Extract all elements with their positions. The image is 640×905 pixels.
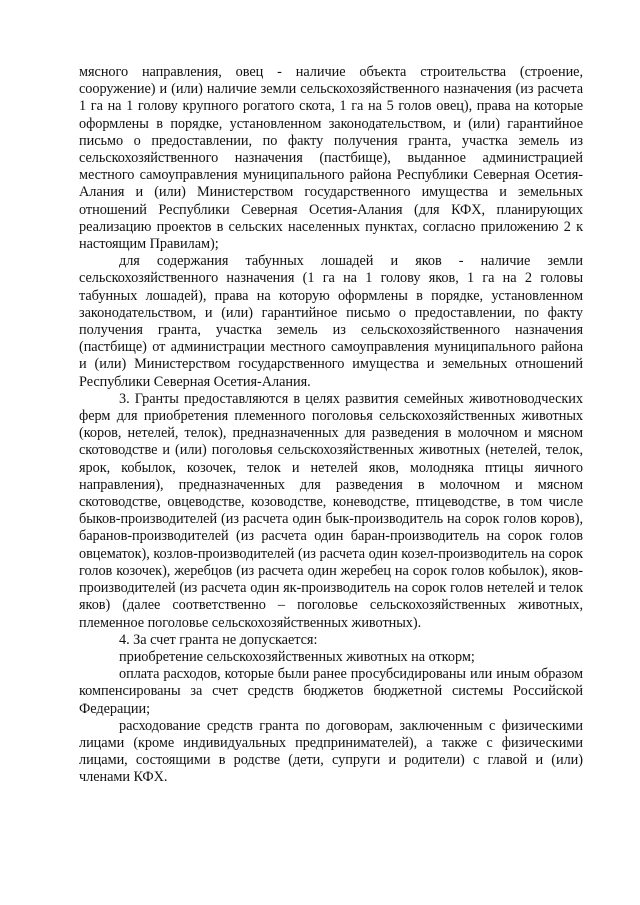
document-body <box>79 64 583 787</box>
paragraph-item-4-heading: 4. За счет гранта не допускается: <box>119 631 318 648</box>
paragraph-restriction-fattening: приобретение сельскохозяйственных животных на откорм; <box>119 648 475 665</box>
paragraph-livestock-land: мясного направления, овец - наличие объекта строительства (строение, сооружение) и (или) наличие земли сельскохозяйственного назначения (из расчета 1 га на 1 голову крупного рогатого скота, 1 га на 5 голов овец), права на которые оформлены в порядке, установленном законодательством, и (или) гарантийное письмо о предоставлении, по факту получения гранта, участка земель из сельскохозяйственного назначения (пастбище), выданное администрацией местного самоуправления муниципального района Республики Северная Осетия-Алания и (или) Министерством государственного имущества и земельных отношений Республики Северная Осетия-Алания (для КФХ, планирующих реализацию проектов в сельских населенных пунктах, согласно приложению 2 к настоящим Правилам); <box>79 64 583 253</box>
paragraph-restriction-subsidized: оплата расходов, которые были ранее просубсидированы или иным образом компенсированы за счет средств бюджетов бюджетной системы Российской Федерации; <box>79 666 583 717</box>
paragraph-restriction-contracts: расходование средств гранта по договорам, заключенным с физическими лицами (кроме индивидуальных предпринимателей), а также с физическими лицами, состоящими в родстве (дети, супруги и родители) с главой и (или) членами КФХ. <box>79 717 583 786</box>
paragraph-item-3-grants-purpose: 3. Гранты предоставляются в целях развития семейных животноводческих ферм для приобретения племенного поголовья сельскохозяйственных животных (коров, нетелей, телок), предназначенных для разведения в молочном и мясном скотоводстве и (или) поголовья сельскохозяйственных животных (нетелей, телок, ярок, кобылок, козочек, телок и нетелей яков, молодняка птицы яичного направления), предназначенных для разведения в молочном и мясном скотоводстве, овцеводстве, козоводстве, коневодстве, птицеводстве, в том числе быков-производителей (из расчета один бык-производитель на сорок голов коров), баранов-производителей (из расчета один баран-производитель на сорок голов овцематок), козлов-производителей (из расчета один козел-производитель на сорок голов козочек), жеребцов (из расчета один жеребец на сорок голов кобылок), яков-производителей (из расчета один як-производитель на сорок голов нетелей и телок яков) (далее соответственно – поголовье сельскохозяйственных животных, племенное поголовье сельскохозяйственных животных). <box>79 390 583 631</box>
paragraph-horses-yaks: для содержания табунных лошадей и яков - наличие земли сельскохозяйственного назначения (1 га на 1 голову яков, 1 га на 2 головы табунных лошадей), права на которую оформлены в порядке, установленном законодательством, и (или) гарантийное письмо о предоставлении, по факту получения гранта, участка земель из сельскохозяйственного назначения (пастбище) от администрации местного самоуправления муниципального района и (или) Министерством государственного имущества и земельных отношений Республики Северная Осетия-Алания. <box>79 253 583 390</box>
